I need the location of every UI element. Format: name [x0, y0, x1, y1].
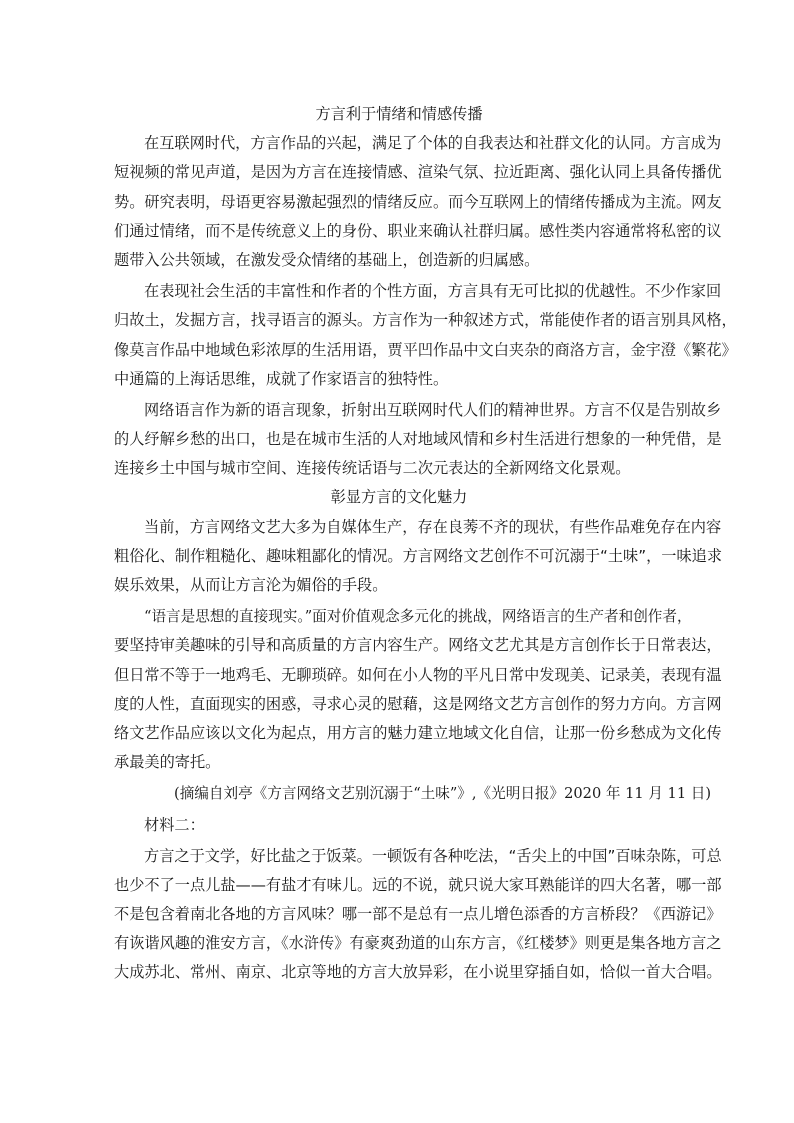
paragraph-line: 网络语言作为新的语言现象，折射出互联网时代人们的精神世界。方言不仅是告别故乡 — [144, 400, 722, 419]
paragraph-line: 络文艺作品应该以文化为起点，用方言的魅力建立地域文化自信，让那一份乡愁成为文化传 — [114, 723, 722, 742]
section-heading-1: 方言利于情绪和情感传播 — [315, 105, 483, 123]
paragraph-line: 在表现社会生活的丰富性和作者的个性方面，方言具有无可比拟的优越性。不少作家回 — [144, 282, 722, 301]
paragraph-line: 的人纾解乡愁的出口，也是在城市生活的人对地域风情和乡村生活进行想象的一种凭借，是 — [114, 430, 722, 449]
paragraph-line: 势。研究表明，母语更容易激起强烈的情绪反应。而今互联网上的情绪传播成为主流。网友 — [114, 192, 722, 211]
paragraph-line: 承最美的寄托。 — [114, 753, 221, 772]
paragraph-5 — [114, 602, 722, 777]
material-2-label: 材料二： — [144, 815, 205, 834]
paragraph-line: 粗俗化、制作粗糙化、趣味粗鄙化的情况。方言网络文艺创作不可沉溺于“土味”，一味追求 — [114, 546, 723, 565]
paragraph-line: 也少不了一点儿盐——有盐才有味儿。远的不说，就只说大家耳熟能详的四大名著，哪一部 — [114, 875, 722, 894]
paragraph-4 — [114, 513, 723, 601]
paragraph-line: 短视频的常见声道，是因为方言在连接情感、渲染气氛、拉近距离、强化认同上具备传播优 — [114, 163, 722, 182]
paragraph-line: 不是包含着南北各地的方言风味？哪一部不是总有一点儿增色添香的方言桥段？《西游记》 — [114, 905, 722, 924]
paragraph-2 — [114, 277, 737, 394]
paragraph-line: 有诙谐风趣的淮安方言，《水浒传》有豪爽劲道的山东方言，《红楼梦》则更是集各地方言之 — [114, 934, 722, 953]
section-heading-2: 彰显方言的文化魅力 — [330, 488, 468, 507]
article-body — [114, 100, 737, 988]
paragraph-line: 但日常不等于一地鸡毛、无聊琐碎。如何在小人物的平凡日常中发现美、记录美，表现有温 — [114, 665, 722, 684]
paragraph-line: 中通篇的上海话思维，成就了作家语言的独特性。 — [114, 369, 449, 388]
paragraph-3 — [114, 396, 722, 484]
paragraph-line: 方言之于文学，好比盐之于饭菜。一顿饭有各种吃法，“舌尖上的中国”百味杂陈，可总 — [144, 846, 722, 865]
paragraph-line: 大成苏北、常州、南京、北京等地的方言大放异彩，在小说里穿插自如，恰似一首大合唱。 — [114, 963, 722, 982]
paragraph-line: 连接乡土中国与城市空间、连接传统话语与二次元表达的全新网络文化景观。 — [114, 459, 631, 478]
paragraph-line: 归故土，发掘方言，找寻语言的源头。方言作为一种叙述方式，常能使作者的语言别具风格， — [114, 311, 737, 330]
paragraph-line: “语言是思想的直接现实。”面对价值观念多元化的挑战，网络语言的生产者和创作者， — [144, 608, 692, 626]
paragraph-line: 当前，方言网络文艺大多为自媒体生产，存在良莠不齐的现状，有些作品难免存在内容 — [144, 517, 722, 536]
paragraph-line: 题带入公共领域，在激发受众情绪的基础上，创造新的归属感。 — [114, 250, 540, 269]
paragraph-line: 在互联网时代，方言作品的兴起，满足了个体的自我表达和社群文化的认同。方言成为 — [144, 134, 722, 153]
paragraph-line: 要坚持审美趣味的引导和高质量的方言内容生产。网络文艺尤其是方言创作长于日常表达， — [114, 636, 722, 655]
paragraph-line: 度的人性，直面现实的困惑，寻求心灵的慰藉，这是网络文艺方言创作的努力方向。方言网 — [114, 694, 722, 713]
paragraph-6 — [114, 842, 722, 988]
source-citation: (摘编自刘亭《方言网络文艺别沉溺于“土味”》,《光明日报》2020 年 11 月 11 日) — [174, 785, 712, 803]
paragraph-line: 们通过情绪，而不是传统意义上的身份、职业来确认社群归属。感性类内容通常将私密的议 — [114, 221, 722, 240]
paragraph-1 — [114, 129, 722, 275]
paragraph-line: 娱乐效果，从而让方言沦为媚俗的手段。 — [114, 576, 388, 594]
paragraph-line: 像莫言作品中地域色彩浓厚的生活用语，贾平凹作品中文白夹杂的商洛方言，金宇澄《繁花》 — [114, 340, 737, 359]
